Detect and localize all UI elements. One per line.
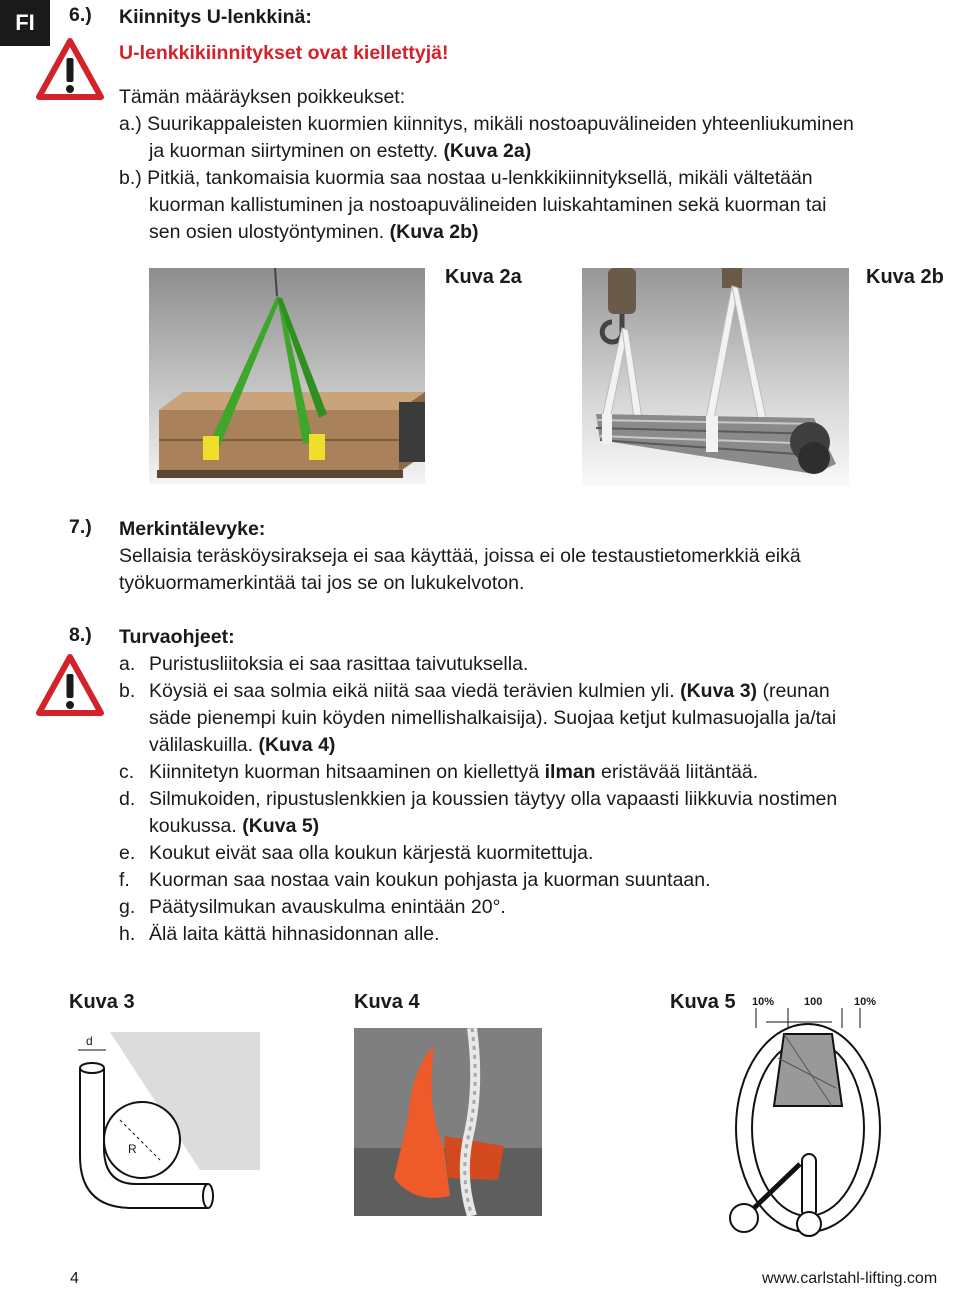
item-f-text: Kuorman saa nostaa vain koukun pohjasta ja kuorman suuntaan. <box>149 869 711 891</box>
item-f-letter: f. <box>119 869 130 891</box>
page-number: 4 <box>70 1270 79 1287</box>
item-a-text: Puristusliitoksia ei saa rasittaa taivutuksella. <box>149 653 529 675</box>
item-c-text: Kiinnitetyn kuorman hitsaaminen on kiellettyä ilman eristävää liitäntää. <box>149 761 759 783</box>
section-7-line-2: työkuormamerkintää tai jos se on lukukelvoton. <box>119 572 525 594</box>
warning-icon <box>36 38 104 106</box>
fig-2b-ref: (Kuva 2b) <box>389 221 479 243</box>
figure-3-label-r: R <box>128 1142 137 1156</box>
section-8-number: 8.) <box>69 624 92 646</box>
figure-3-diagram <box>70 1030 260 1220</box>
item-h-text: Älä laita kättä hihnasidonnan alle. <box>149 923 440 945</box>
item-a-letter: a. <box>119 653 136 675</box>
section-7-title: Merkintälevyke: <box>119 518 266 540</box>
warning-icon <box>36 654 104 722</box>
item-d-line-1: Silmukoiden, ripustuslenkkien ja koussien täytyy olla vapaasti liikkuvia nostimen <box>149 788 838 810</box>
fig-4-ref: (Kuva 4) <box>258 734 336 756</box>
exception-a-line-2: ja kuorman siirtyminen on estetty. (Kuva 2a) <box>149 140 532 162</box>
fig-2a-ref: (Kuva 2a) <box>443 140 532 162</box>
fig-5-ref: (Kuva 5) <box>242 815 320 837</box>
figure-5-pct-right: 10% <box>854 996 877 1008</box>
item-g-letter: g. <box>119 896 136 918</box>
item-d-line-2: koukussa. (Kuva 5) <box>149 815 320 837</box>
item-g-text: Päätysilmukan avauskulma enintään 20°. <box>149 896 506 918</box>
item-d-letter: d. <box>119 788 136 810</box>
figure-5-diagram <box>708 988 888 1250</box>
figure-4-caption: Kuva 4 <box>354 991 420 1013</box>
item-b-letter: b. <box>119 680 136 702</box>
figure-3-caption: Kuva 3 <box>69 991 135 1013</box>
figure-2a-caption: Kuva 2a <box>445 266 522 288</box>
figure-5-pct-mid: 100 <box>804 996 823 1008</box>
figure-5-caption: Kuva 5 <box>670 991 736 1013</box>
figure-4-photo <box>354 1028 542 1216</box>
section-6-title: Kiinnitys U-lenkkinä: <box>119 6 312 28</box>
item-c-letter: c. <box>119 761 135 783</box>
item-b-line-2: säde pienempi kuin köyden nimellishalkaisija). Suojaa ketjut kulmasuojalla ja/tai <box>149 707 837 729</box>
section-7-number: 7.) <box>69 516 92 538</box>
figure-5-pct-left: 10% <box>752 996 775 1008</box>
figure-2b-caption: Kuva 2b <box>866 266 944 288</box>
item-b-line-1: Köysiä ei saa solmia eikä niitä saa viedä terävien kulmien yli. (Kuva 3) (reunan <box>149 680 830 702</box>
language-tab: FI <box>0 0 50 46</box>
exception-a-line-1: a.) Suurikappaleisten kuormien kiinnitys, mikäli nostoapuvälineiden yhteenliukuminen <box>119 113 854 135</box>
figure-3-label-d: d <box>86 1034 93 1048</box>
section-7-line-1: Sellaisia teräsköysirakseja ei saa käyttää, joissa ei ole testaustietomerkkiä eikä <box>119 545 801 567</box>
item-b-line-3: välilaskuilla. (Kuva 4) <box>149 734 336 756</box>
exception-b-line-1: b.) Pitkiä, tankomaisia kuormia saa nostaa u-lenkkikiinnityksellä, mikäli vältetään <box>119 167 813 189</box>
item-e-letter: e. <box>119 842 136 864</box>
figure-2b-photo <box>582 268 849 486</box>
warning-text: U-lenkkikiinnitykset ovat kiellettyjä! <box>119 42 449 64</box>
exception-b-line-2: kuorman kallistuminen ja nostoapuvälineiden luiskahtaminen sekä kuorman tai <box>149 194 827 216</box>
exceptions-intro: Tämän määräyksen poikkeukset: <box>119 86 406 108</box>
exception-b-line-3: sen osien ulostyöntyminen. (Kuva 2b) <box>149 221 479 243</box>
item-e-text: Koukut eivät saa olla koukun kärjestä kuormitettuja. <box>149 842 594 864</box>
figure-2a-photo <box>149 268 425 484</box>
footer-website[interactable]: www.carlstahl-lifting.com <box>762 1270 938 1287</box>
section-6-number: 6.) <box>69 4 92 26</box>
item-h-letter: h. <box>119 923 136 945</box>
section-8-title: Turvaohjeet: <box>119 626 235 648</box>
fig-3-ref: (Kuva 3) <box>680 680 758 702</box>
